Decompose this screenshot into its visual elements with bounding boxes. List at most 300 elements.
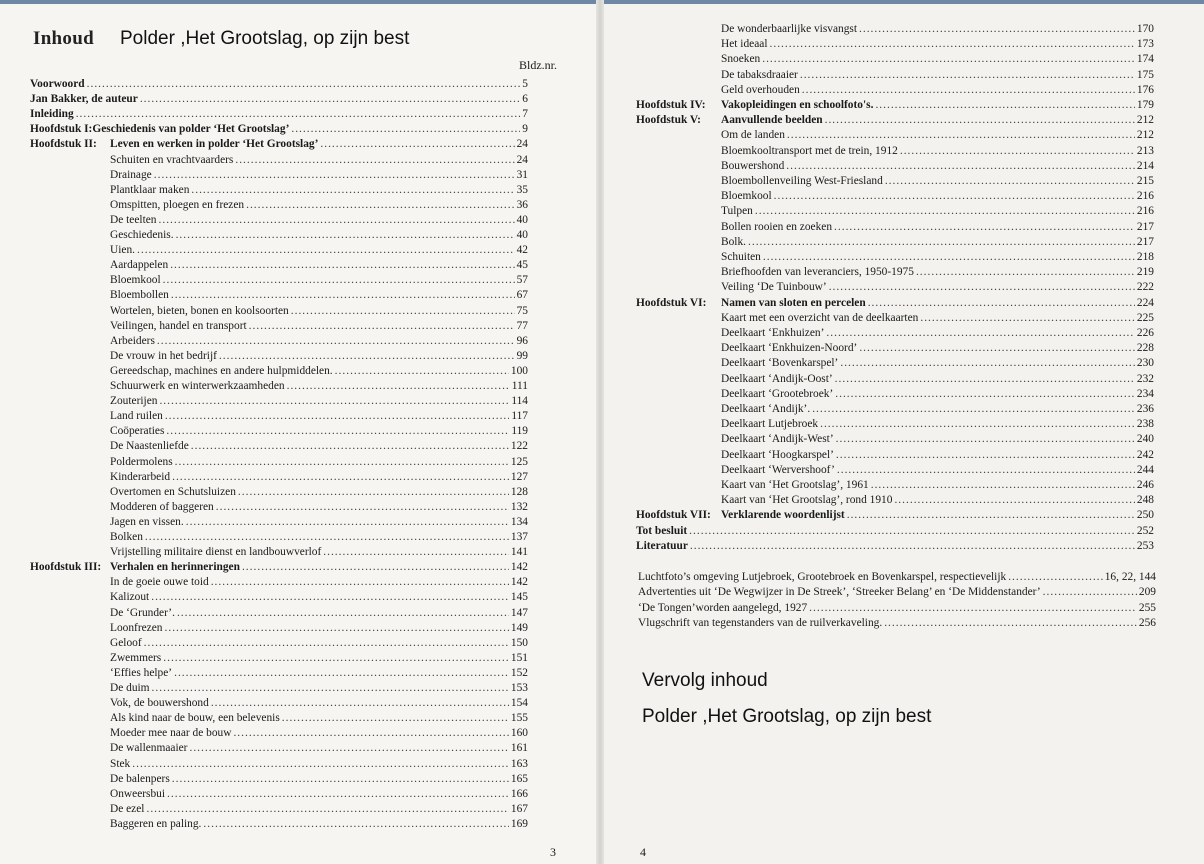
toc-entry-title: ‘Effies helpe’ xyxy=(110,666,173,679)
toc-entry xyxy=(30,107,528,122)
toc-entry-title: Bloemkool xyxy=(110,274,161,287)
dot-leader xyxy=(170,258,514,273)
toc-page-number: 253 xyxy=(1136,539,1154,552)
toc-entry-title: Hoofdstuk I:Geschiedenis van polder ‘Het Grootslag’ xyxy=(30,123,290,136)
dot-leader xyxy=(171,288,515,303)
toc-page-number: 246 xyxy=(1136,479,1154,491)
toc-page-number: 153 xyxy=(510,682,528,694)
toc-page-number: 152 xyxy=(510,666,528,679)
toc-entry-title: Uien. xyxy=(110,244,135,257)
toc-entry-title: Veilingen, handel en transport xyxy=(110,319,247,332)
toc-entry xyxy=(721,52,1154,67)
dot-leader xyxy=(920,311,1135,326)
toc-page-number: 114 xyxy=(511,395,528,408)
toc-page-number: 119 xyxy=(511,425,528,438)
dot-leader xyxy=(191,439,509,454)
dot-leader xyxy=(87,77,521,92)
toc-entry xyxy=(110,455,528,470)
toc-entry-title: Vok, de bouwershond xyxy=(110,697,209,710)
toc-entry xyxy=(721,402,1154,417)
toc-entry-title: Schuurwerk en winterwerkzaamheden xyxy=(110,380,285,392)
toc-page-number: 125 xyxy=(510,455,528,468)
toc-entry xyxy=(110,243,528,258)
dot-leader xyxy=(137,243,515,258)
dot-leader xyxy=(163,273,515,288)
dot-leader xyxy=(871,478,1135,493)
toc-entry xyxy=(721,311,1154,326)
dot-leader xyxy=(834,220,1135,235)
toc-entry xyxy=(721,37,1154,52)
toc-page-number: 96 xyxy=(516,334,528,347)
toc-page-number: 6 xyxy=(522,93,528,106)
toc-entry xyxy=(110,606,528,621)
toc-entry-title: Omspitten, ploegen en frezen xyxy=(110,198,245,211)
toc-entry-title: Literatuur xyxy=(636,539,688,552)
dot-leader xyxy=(787,128,1135,143)
toc-entry xyxy=(110,349,528,364)
toc-page-number: 7 xyxy=(522,108,528,121)
dot-leader xyxy=(211,575,509,590)
toc-page-number: 31 xyxy=(516,168,528,181)
toc-entry xyxy=(721,220,1154,235)
toc-entry-title: Deelkaart ‘Hoogkarspel’ xyxy=(721,448,834,461)
dot-leader xyxy=(76,107,521,122)
page-top-border xyxy=(600,0,1204,4)
toc-entry xyxy=(110,757,528,772)
dot-leader xyxy=(1008,570,1103,585)
toc-entry-title: In de goeie ouwe toid xyxy=(110,576,209,589)
dot-leader xyxy=(826,326,1134,341)
toc-entry-title: De wallenmaaier xyxy=(110,742,188,755)
toc-page-number: 214 xyxy=(1136,159,1154,172)
toc-page-number: 167 xyxy=(510,802,528,815)
toc-page-number: 163 xyxy=(510,757,528,770)
toc-page-number: 179 xyxy=(1136,99,1154,111)
dot-leader xyxy=(786,159,1135,174)
toc-page-number: 234 xyxy=(1136,387,1154,400)
dot-leader xyxy=(154,168,515,183)
toc-page-number: 35 xyxy=(516,183,528,196)
dot-leader xyxy=(174,666,509,681)
toc-page-number: 57 xyxy=(516,274,528,287)
toc-entry-title: Aanvullende beelden xyxy=(721,114,823,127)
dot-leader xyxy=(820,417,1135,432)
toc-entry xyxy=(721,265,1154,280)
toc-page-number: 216 xyxy=(1136,205,1154,218)
toc-entry-title: Deelkaart ‘Andijk’. xyxy=(721,403,811,415)
dot-leader xyxy=(836,432,1135,447)
toc-entry-title: Geld overhouden xyxy=(721,83,800,96)
toc-entry-title: Jagen en vissen. xyxy=(110,515,184,528)
toc-page-number: 16, 22, 144 xyxy=(1104,571,1156,583)
left-page xyxy=(0,0,600,864)
toc-entry xyxy=(110,288,528,303)
toc-entry-title: Het ideaal xyxy=(721,38,768,51)
dot-leader xyxy=(900,144,1135,159)
toc-entry-title: Bollen rooien en zoeken xyxy=(721,220,833,233)
chapter-prefix: Hoofdstuk III: xyxy=(30,561,102,574)
toc-entry xyxy=(110,696,528,711)
toc-entry-title: Deelkaart ‘Grootebroek’ xyxy=(721,387,834,400)
toc-entry xyxy=(638,616,1156,631)
toc-page-number: 212 xyxy=(1136,114,1154,127)
toc-entry-title: Deelkaart Lutjebroek xyxy=(721,418,819,431)
chapter-prefix: Hoofdstuk V: xyxy=(636,114,701,127)
toc-page-number: 160 xyxy=(510,727,528,740)
toc-entry xyxy=(721,68,1154,83)
dot-leader xyxy=(282,711,509,726)
toc-entry xyxy=(638,585,1156,600)
toc-entry-title: Deelkaart ‘Bovenkarspel’ xyxy=(721,357,839,370)
dot-leader xyxy=(825,113,1135,128)
toc-page-number: 99 xyxy=(516,349,528,362)
dot-leader xyxy=(140,92,520,107)
toc-page-number: 212 xyxy=(1136,129,1154,142)
dot-leader xyxy=(829,280,1135,295)
toc-entry-title: Baggeren en paling. xyxy=(110,817,202,830)
toc-entry xyxy=(110,439,528,454)
toc-entry xyxy=(721,83,1154,98)
toc-entry xyxy=(110,545,528,560)
toc-entry xyxy=(110,485,528,500)
toc-entry xyxy=(110,409,528,424)
toc-page-number: 255 xyxy=(1138,601,1156,614)
toc-page-number: 176 xyxy=(1136,83,1154,96)
chapter-prefix: Hoofdstuk II: xyxy=(30,138,97,151)
dot-leader xyxy=(238,485,509,500)
toc-page-number: 100 xyxy=(510,364,528,377)
toc-page-number: 77 xyxy=(516,319,528,332)
toc-page-number: 226 xyxy=(1136,327,1154,339)
toc-entry xyxy=(721,250,1154,265)
toc-entry xyxy=(110,213,528,228)
toc-entry xyxy=(636,113,1154,128)
toc-entry-title: Inleiding xyxy=(30,108,74,121)
dot-leader xyxy=(859,22,1135,37)
toc-page-number: 175 xyxy=(1136,68,1154,81)
toc-page-number: 149 xyxy=(510,621,528,634)
dot-leader xyxy=(840,356,1135,371)
toc-entry-title: Verklarende woordenlijst xyxy=(721,509,845,522)
dot-leader xyxy=(323,545,509,560)
toc-page-number: 5 xyxy=(522,78,528,90)
dot-leader xyxy=(242,560,509,575)
toc-entry-title: Wortelen, bieten, bonen en koolsoorten xyxy=(110,304,289,317)
dot-leader xyxy=(216,500,509,515)
dot-leader xyxy=(885,174,1135,189)
toc-page-number: 252 xyxy=(1136,524,1154,537)
dot-leader xyxy=(689,524,1135,539)
dot-leader xyxy=(802,83,1135,98)
toc-entry-title: Deelkaart ‘Wervershoof’ xyxy=(721,463,835,476)
toc-entry-title: De tabaksdraaier xyxy=(721,68,798,81)
toc-page-number: 256 xyxy=(1138,617,1156,630)
toc-entry xyxy=(721,356,1154,371)
toc-page-number: 174 xyxy=(1136,53,1154,66)
dot-leader xyxy=(847,508,1135,523)
toc-entry xyxy=(721,448,1154,463)
toc-page-number: 142 xyxy=(510,576,528,589)
toc-page-number: 155 xyxy=(510,712,528,725)
dot-leader xyxy=(748,235,1135,250)
toc-entry-title: Schuiten en vrachtvaarders xyxy=(110,153,234,166)
toc-entry xyxy=(636,98,1154,113)
toc-entry xyxy=(110,198,528,213)
toc-entry-title: Bloembollen xyxy=(110,289,169,302)
toc-entry-title: De balenpers xyxy=(110,772,170,785)
toc-page-number: 36 xyxy=(516,198,528,211)
dot-leader xyxy=(146,802,508,817)
toc-entry xyxy=(110,258,528,273)
toc-entry xyxy=(110,319,528,334)
dot-leader xyxy=(249,319,515,334)
toc-entry xyxy=(721,493,1154,508)
toc-entry-title: Zouterijen xyxy=(110,395,158,408)
dot-leader xyxy=(233,726,508,741)
toc-entry-title: Leven en werken in polder ‘Het Grootslag’ xyxy=(110,138,319,151)
toc-page-number: 122 xyxy=(510,440,528,453)
toc-entry-title: Kaart van ‘Het Grootslag’, 1961 xyxy=(721,479,869,491)
toc-page-number: 217 xyxy=(1136,220,1154,233)
toc-page-number: 218 xyxy=(1136,251,1154,263)
toc-entry xyxy=(30,77,528,92)
dot-leader xyxy=(163,651,509,666)
toc-entry xyxy=(110,772,528,787)
toc-entry-title: Om de landen xyxy=(721,129,785,142)
dot-leader xyxy=(172,772,509,787)
dot-leader xyxy=(157,334,515,349)
toc-entry xyxy=(110,183,528,198)
toc-page-number: 40 xyxy=(516,213,528,226)
dot-leader xyxy=(291,122,520,137)
dot-leader xyxy=(894,493,1134,508)
toc-entry-title: Geloof xyxy=(110,636,142,649)
dot-leader xyxy=(152,681,509,696)
toc-entry xyxy=(636,508,1154,523)
dot-leader xyxy=(291,304,515,319)
toc-page-number: 242 xyxy=(1136,448,1154,461)
toc-entry-title: Bolk. xyxy=(721,235,747,248)
toc-page-number: 244 xyxy=(1136,463,1154,476)
toc-entry xyxy=(721,387,1154,402)
toc-entry xyxy=(110,500,528,515)
toc-entry xyxy=(110,787,528,802)
toc-page-number: 170 xyxy=(1136,23,1154,35)
toc-page-number: 9 xyxy=(522,123,528,136)
toc-page-number: 111 xyxy=(511,380,528,392)
toc-entry xyxy=(721,235,1154,250)
toc-entry-title: Veiling ‘De Tuinbouw’ xyxy=(721,281,827,294)
toc-entry xyxy=(721,189,1154,204)
toc-entry xyxy=(110,621,528,636)
toc-page-number: 215 xyxy=(1136,175,1154,187)
toc-entry xyxy=(721,280,1154,295)
toc-entry-title: Deelkaart ‘Enkhuizen’ xyxy=(721,327,825,339)
toc-entry xyxy=(721,204,1154,219)
toc-entry xyxy=(721,159,1154,174)
toc-page-number: 154 xyxy=(510,697,528,710)
toc-page-number: 166 xyxy=(510,787,528,800)
toc-entry-title: Kaart van ‘Het Grootslag’, rond 1910 xyxy=(721,494,893,507)
toc-page-number: 127 xyxy=(510,470,528,483)
toc-entry xyxy=(110,802,528,817)
toc-page-number: 75 xyxy=(516,304,528,317)
toc-entry xyxy=(30,92,528,107)
dot-leader xyxy=(770,37,1135,52)
toc-entry xyxy=(721,478,1154,493)
book-gutter xyxy=(596,0,604,864)
toc-entry xyxy=(110,590,528,605)
toc-page-number: 142 xyxy=(510,561,528,574)
toc-entry-title: Zwemmers xyxy=(110,651,162,664)
toc-entry-title: Luchtfoto’s omgeving Lutjebroek, Grootebroek en Bovenkarspel, respectievelijk xyxy=(638,571,1007,583)
toc-page-number: 67 xyxy=(516,289,528,302)
toc-entry xyxy=(110,575,528,590)
dot-leader xyxy=(763,250,1135,265)
toc-entry-title: ‘De Tongen’worden aangelegd, 1927 xyxy=(638,601,808,614)
toc-entry-title: Bloemkool xyxy=(721,190,772,203)
toc-entry-title: Aardappelen xyxy=(110,259,169,272)
toc-entry-title: Geschiedenis. xyxy=(110,229,174,241)
toc-page-number: 147 xyxy=(510,606,528,619)
toc-entry xyxy=(721,326,1154,341)
toc-entry-title: Modderen of baggeren xyxy=(110,500,214,513)
toc-entry xyxy=(110,424,528,439)
toc-entry-title: De wonderbaarlijke visvangst xyxy=(721,23,858,35)
page-number-column-header: Bldz.nr. xyxy=(519,58,557,72)
toc-entry-title: Bolken xyxy=(110,531,143,543)
toc-entry xyxy=(721,144,1154,159)
dot-leader xyxy=(191,183,514,198)
toc-entry-title: Plantklaar maken xyxy=(110,183,190,196)
dot-leader xyxy=(132,757,509,772)
toc-entry-title: De vrouw in het bedrijf xyxy=(110,349,217,362)
toc-entry xyxy=(721,341,1154,356)
dot-leader xyxy=(875,98,1134,113)
chapter-prefix: Hoofdstuk VI: xyxy=(636,296,707,309)
book-subtitle: Polder ,Het Grootslag, op zijn best xyxy=(642,706,932,727)
toc-page-number: 216 xyxy=(1136,190,1154,203)
toc-entry-title: Moeder mee naar de bouw xyxy=(110,727,232,740)
dot-leader xyxy=(177,606,509,621)
toc-entry xyxy=(636,524,1154,539)
toc-entry xyxy=(110,681,528,696)
page-top-border xyxy=(0,0,600,4)
toc-entry-title: Snoeken xyxy=(721,53,761,66)
toc-entry-title: Land ruilen xyxy=(110,410,163,423)
dot-leader xyxy=(774,189,1135,204)
toc-page-number: 45 xyxy=(516,259,528,272)
toc-entry-title: Bouwershond xyxy=(721,159,785,172)
toc-page-number: 228 xyxy=(1136,342,1154,355)
toc-page-number: 224 xyxy=(1136,296,1154,309)
toc-entry xyxy=(110,168,528,183)
toc-entry-title: Overtomen en Schutsluizen xyxy=(110,485,236,498)
dot-leader xyxy=(755,204,1135,219)
toc-entry xyxy=(110,530,528,545)
toc-entry xyxy=(636,539,1154,554)
toc-page-number: 217 xyxy=(1136,235,1154,248)
toc-page-number: 238 xyxy=(1136,418,1154,431)
toc-entry xyxy=(110,636,528,651)
toc-page-number: 128 xyxy=(510,485,528,498)
toc-entry xyxy=(110,711,528,726)
dot-leader xyxy=(203,817,508,832)
toc-entry-title: Onweersbui xyxy=(110,787,166,800)
dot-leader xyxy=(159,213,515,228)
toc-entry-title: De teelten xyxy=(110,213,157,226)
toc-entry-title: Arbeiders xyxy=(110,334,155,347)
toc-entry xyxy=(721,417,1154,432)
toc-entry-title: De ‘Grunder’. xyxy=(110,606,175,619)
dot-leader xyxy=(211,696,509,711)
toc-page-number: 24 xyxy=(516,153,528,166)
toc-page-number: 151 xyxy=(510,651,528,664)
dot-leader xyxy=(166,424,509,439)
dot-leader xyxy=(835,387,1135,402)
toc-entry-title: Verhalen en herinneringen xyxy=(110,561,240,574)
toc-page-number: 165 xyxy=(510,772,528,785)
toc-entry xyxy=(638,570,1156,585)
toc-entry-title: Kinderarbeid xyxy=(110,470,171,483)
dot-leader xyxy=(916,265,1135,280)
toc-entry-title: Deelkaart ‘Enkhuizen-Noord’ xyxy=(721,342,858,355)
toc-page-number: 134 xyxy=(510,515,528,528)
dot-leader xyxy=(837,463,1135,478)
dot-leader xyxy=(868,296,1135,311)
toc-entry-title: Bloembollenveiling West-Friesland xyxy=(721,175,883,187)
toc-entry-title: Tulpen xyxy=(721,205,753,218)
dot-leader xyxy=(835,372,1135,387)
dot-leader xyxy=(175,455,509,470)
toc-entry-title: De Naastenliefde xyxy=(110,440,189,453)
toc-entry-title: Namen van sloten en percelen xyxy=(721,296,866,309)
toc-entry xyxy=(721,432,1154,447)
toc-entry-title: Schuiten xyxy=(721,251,761,263)
toc-entry-title: Als kind naar de bouw, een belevenis xyxy=(110,712,280,725)
toc-page-number: 117 xyxy=(511,410,528,423)
toc-entry xyxy=(721,22,1154,37)
contents-title: Inhoud xyxy=(33,28,94,49)
dot-leader xyxy=(151,590,509,605)
toc-entry-title: Kaart met een overzicht van de deelkaarten xyxy=(721,311,919,324)
dot-leader xyxy=(320,137,514,152)
dot-leader xyxy=(144,636,509,651)
toc-entry xyxy=(110,153,528,168)
toc-page-number: 222 xyxy=(1136,281,1154,294)
toc-entry-title: Vakopleidingen en schoolfoto's. xyxy=(721,99,874,111)
toc-entry xyxy=(721,174,1154,189)
toc-entry xyxy=(110,515,528,530)
dot-leader xyxy=(1043,585,1137,600)
toc-entry xyxy=(636,296,1154,311)
toc-entry-title: Drainage xyxy=(110,168,152,181)
toc-page-number: 145 xyxy=(510,591,528,604)
toc-entry xyxy=(721,463,1154,478)
toc-entry-title: Loonfrezen xyxy=(110,621,163,634)
dot-leader xyxy=(812,402,1135,417)
toc-page-number: 42 xyxy=(516,244,528,257)
toc-entry xyxy=(110,726,528,741)
toc-entry xyxy=(30,122,528,137)
toc-page-number: 24 xyxy=(516,138,528,151)
chapter-prefix: Hoofdstuk VII: xyxy=(636,509,711,522)
toc-page-number: 173 xyxy=(1136,38,1154,51)
toc-page-number: 161 xyxy=(510,742,528,755)
book-heading: Polder ,Het Grootslag, op zijn best xyxy=(120,28,410,49)
dot-leader xyxy=(186,515,509,530)
dot-leader xyxy=(859,341,1135,356)
